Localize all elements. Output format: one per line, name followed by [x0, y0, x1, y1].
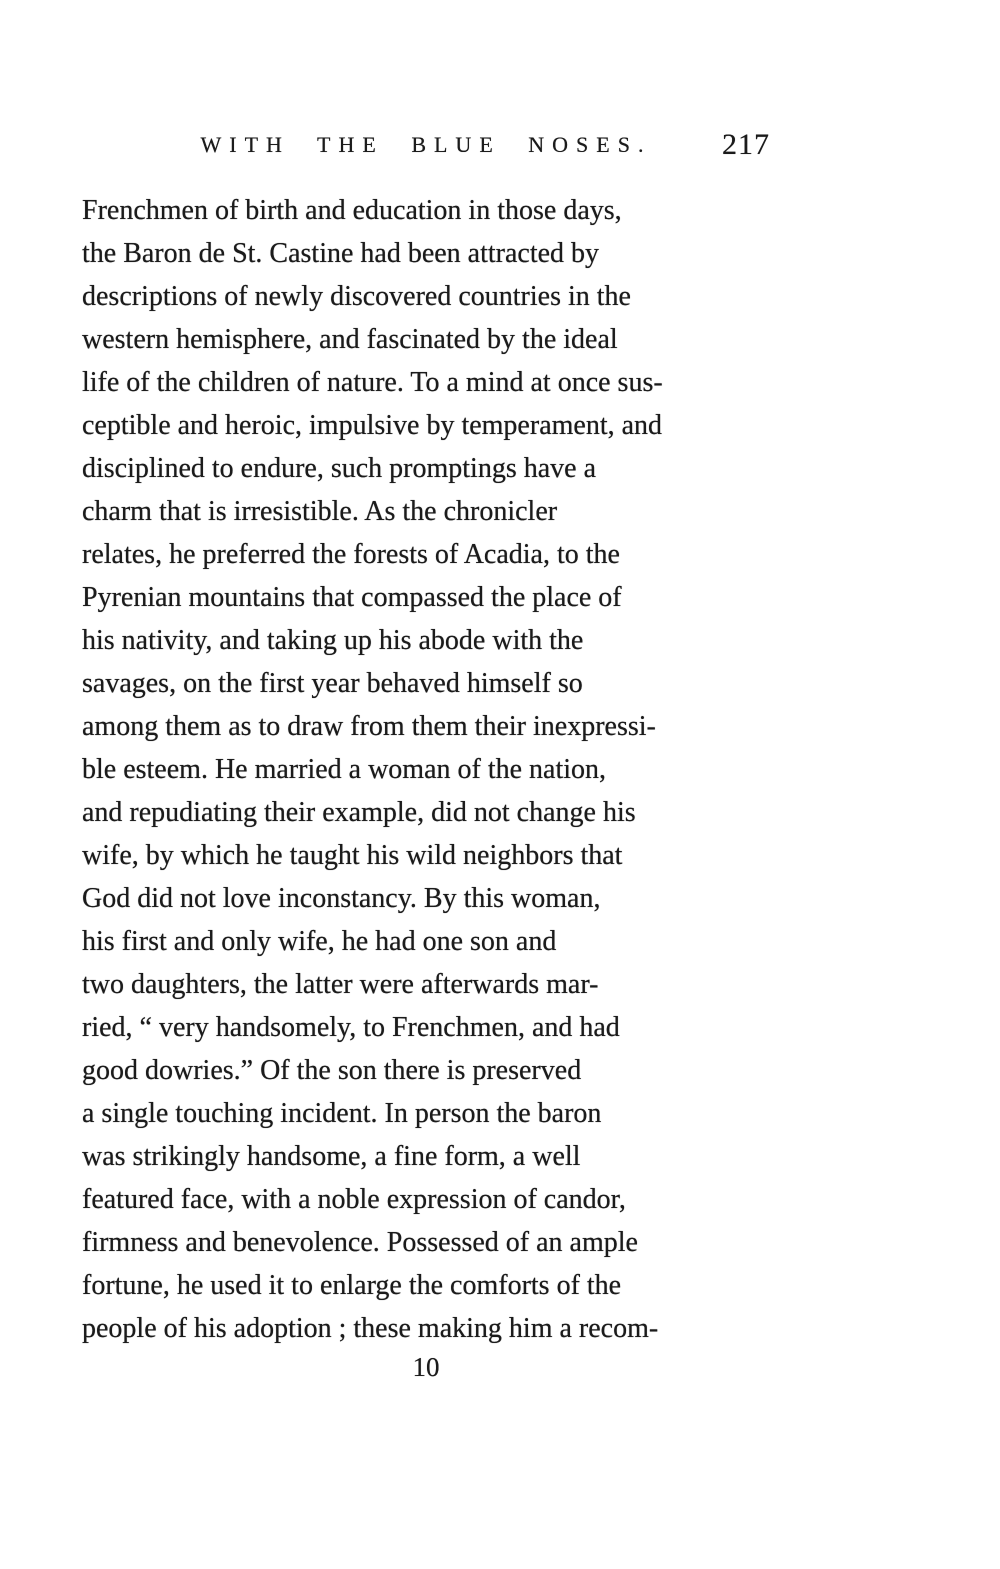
text-line: his nativity, and taking up his abode with the: [82, 625, 584, 656]
text-line: fortune, he used it to enlarge the comforts of the: [82, 1270, 622, 1301]
text-line: people of his adoption ; these making him a recom-: [82, 1313, 659, 1344]
text-line: the Baron de St. Castine had been attracted by: [82, 238, 600, 269]
text-line: among them as to draw from them their inexpressi-: [82, 711, 656, 742]
text-line: good dowries.” Of the son there is preserved: [82, 1055, 582, 1086]
text-line: a single touching incident. In person the baron: [82, 1098, 602, 1129]
text-line: Pyrenian mountains that compassed the place of: [82, 582, 622, 613]
text-line: relates, he preferred the forests of Acadia, to the: [82, 539, 620, 570]
text-line: firmness and benevolence. Possessed of an ample: [82, 1227, 638, 1258]
text-line: his first and only wife, he had one son and: [82, 926, 557, 957]
text-line: ceptible and heroic, impulsive by temperament, and: [82, 410, 663, 441]
body-text: [82, 189, 770, 1350]
running-header: [82, 128, 770, 161]
text-line: western hemisphere, and fascinated by the ideal: [82, 324, 618, 355]
text-line: two daughters, the latter were afterwards mar-: [82, 969, 599, 1000]
text-line: God did not love inconstancy. By this woman,: [82, 883, 601, 914]
text-line: charm that is irresistible. As the chronicler: [82, 496, 558, 527]
text-line: disciplined to endure, such promptings have a: [82, 453, 596, 484]
text-line: life of the children of nature. To a mind at once sus-: [82, 367, 663, 398]
text-line: wife, by which he taught his wild neighbors that: [82, 840, 623, 871]
text-line: descriptions of newly discovered countries in the: [82, 281, 631, 312]
text-line: and repudiating their example, did not change his: [82, 797, 636, 828]
text-line: ble esteem. He married a woman of the nation,: [82, 754, 607, 785]
running-header-title: WITH THE BLUE NOSES.: [200, 132, 652, 157]
text-line: savages, on the first year behaved himself so: [82, 668, 583, 699]
footer-signature: 10: [412, 1352, 440, 1382]
text-line: was strikingly handsome, a fine form, a well: [82, 1141, 581, 1172]
text-line: ried, “ very handsomely, to Frenchmen, and had: [82, 1012, 620, 1043]
page-number: 217: [722, 128, 770, 161]
text-line: Frenchmen of birth and education in those days,: [82, 195, 622, 226]
text-line: featured face, with a noble expression of candor,: [82, 1184, 626, 1215]
